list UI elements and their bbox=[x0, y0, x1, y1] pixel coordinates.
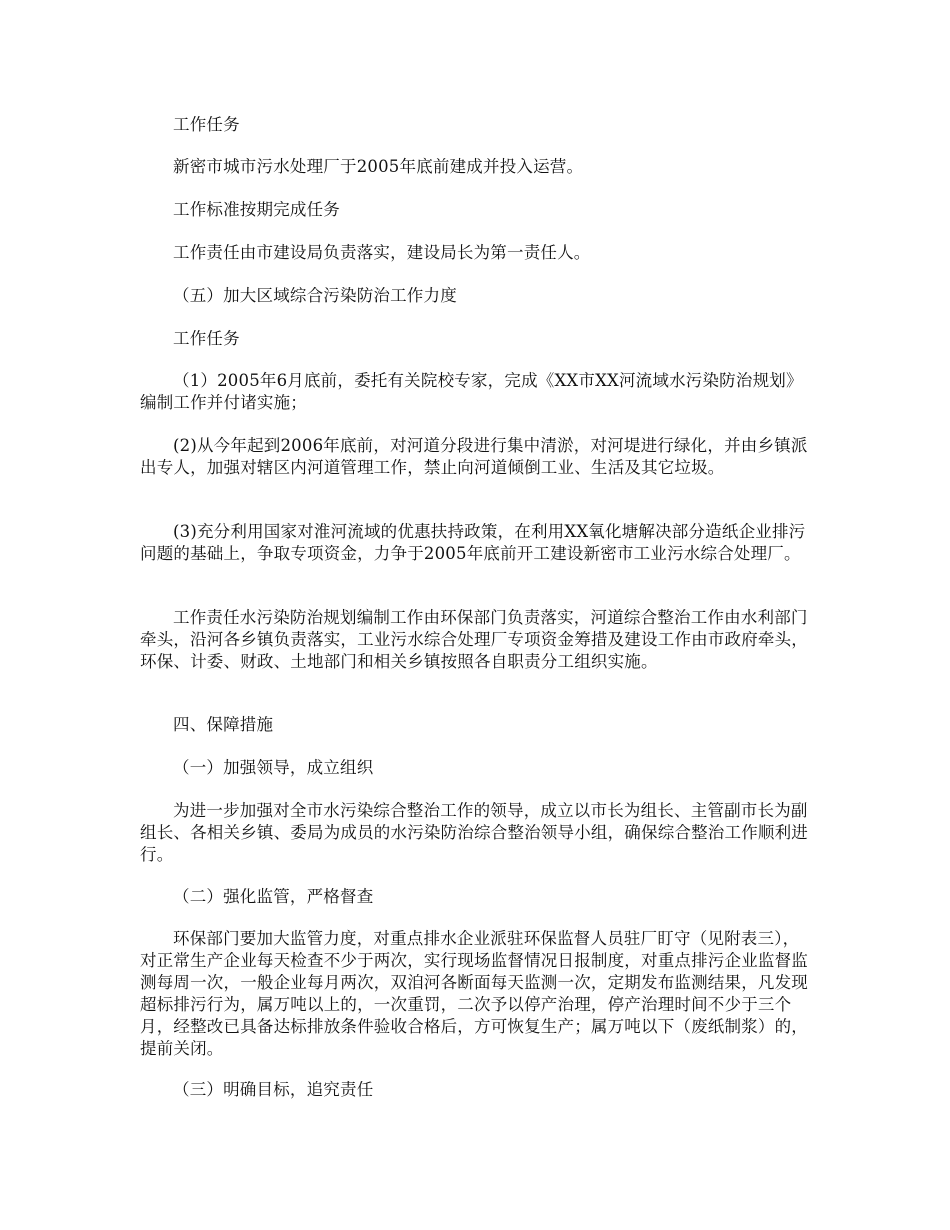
list-item-1: （1）2005年6月底前，委托有关院校专家，完成《XX市XX河流域水污染防治规划》编制工作并付诸实施； bbox=[140, 371, 803, 412]
paragraph-work-responsibility-2: 工作责任水污染防治规划编制工作由环保部门负责落实，河道综合整治工作由水利部门牵头，沿河各乡镇负责落实，工业污水综合处理厂专项资金筹措及建设工作由市政府牵头，环保、计委、财政、土地部门和相关乡镇按照各自职责分工组织实施。 bbox=[140, 608, 808, 671]
paragraph-sewage-plant: 新密市城市污水处理厂于2005年底前建成并投入运营。 bbox=[173, 157, 584, 176]
section-heading-three: （三）明确目标，追究责任 bbox=[173, 1080, 374, 1099]
paragraph-work-standard: 工作标准按期完成任务 bbox=[173, 200, 340, 219]
section-heading-two: （二）强化监管，严格督查 bbox=[173, 887, 374, 906]
list-item-3: (3)充分利用国家对淮河流域的优惠扶持政策，在利用XX氧化塘解决部分造纸企业排污问题的基础上，争取专项资金，力争于2005年底前开工建设新密市工业污水综合处理厂。 bbox=[140, 522, 806, 563]
section-heading-five: （五）加大区域综合污染防治工作力度 bbox=[173, 286, 457, 305]
section-heading-one: （一）加强领导，成立组织 bbox=[173, 758, 374, 777]
paragraph-supervision: 环保部门要加大监管力度，对重点排水企业派驻环保监督人员驻厂盯守（见附表三），对正常生产企业每天检查不少于两次，实行现场监督情况日报制度，对重点排污企业监督监测每周一次，一般企业每月两次，双洎河各断面每天监测一次，定期发布监测结果，凡发现超标排污行为，属万吨以上的，一次重罚，二次予以停产治理，停产治理时间不少于三个月，经整改已具备达标排放条件验收合格后，方可恢复生产；属万吨以下（废纸制浆）的，提前关闭。 bbox=[140, 929, 808, 1058]
list-item-2: (2)从今年起到2006年底前，对河道分段进行集中清淤，对河堤进行绿化，并由乡镇派出专人，加强对辖区内河道管理工作，禁止向河道倾倒工业、生活及其它垃圾。 bbox=[140, 436, 808, 477]
paragraph-task-heading-1: 工作任务 bbox=[173, 115, 240, 134]
paragraph-work-responsibility-1: 工作责任由市建设局负责落实，建设局长为第一责任人。 bbox=[173, 243, 591, 262]
section-heading-four: 四、保障措施 bbox=[173, 715, 274, 734]
paragraph-leadership: 为进一步加强对全市水污染综合整治工作的领导，成立以市长为组长、主管副市长为副组长、各相关乡镇、委局为成员的水污染防治综合整治领导小组，确保综合整治工作顺利进行。 bbox=[140, 801, 808, 864]
paragraph-task-heading-2: 工作任务 bbox=[173, 329, 240, 348]
